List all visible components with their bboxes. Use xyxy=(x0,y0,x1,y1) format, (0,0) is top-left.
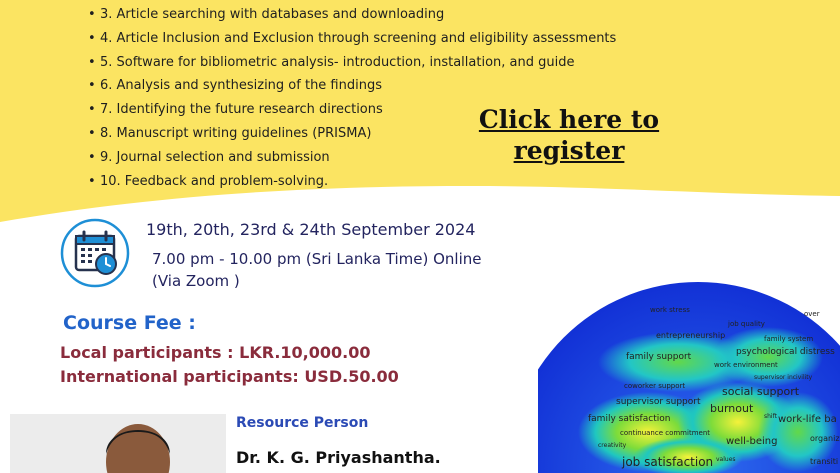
term-creativity: creativity xyxy=(598,442,627,449)
term-burnout: burnout xyxy=(710,402,754,415)
term-supervisor-incivility: supervisor incivility xyxy=(754,374,813,381)
term-family-support: family support xyxy=(626,352,692,362)
list-item: • 3. Article searching with databases and downloading xyxy=(88,4,616,28)
resource-person-label: Resource Person xyxy=(236,415,369,431)
list-item: • 10. Feedback and problem-solving. xyxy=(88,171,616,195)
course-dates: 19th, 20th, 23rd & 24th September 2024 xyxy=(146,220,476,239)
course-time-text: 7.00 pm - 10.00 pm (Sri Lanka Time) Online xyxy=(152,250,482,268)
term-work-stress: work stress xyxy=(650,306,690,314)
fee-international: International participants: USD.50.00 xyxy=(60,367,399,386)
register-link[interactable] xyxy=(472,104,666,166)
resource-person-photo xyxy=(10,414,226,473)
term-entrepreneurship: entrepreneurship xyxy=(656,331,726,340)
term-family-satisfaction: family satisfaction xyxy=(588,414,671,424)
list-item: • 6. Analysis and synthesizing of the findings xyxy=(88,75,616,99)
term-job-satisfaction: job satisfaction xyxy=(622,455,714,469)
resource-person-name: Dr. K. G. Priyashantha. xyxy=(236,448,441,467)
keyword-density-map xyxy=(538,282,840,473)
term-family-system: family system xyxy=(764,335,814,343)
register-link-line1[interactable]: Click here to xyxy=(478,105,660,134)
list-item: • 8. Manuscript writing guidelines (PRISMA) xyxy=(88,123,616,147)
term-social-support: social support xyxy=(722,385,800,398)
register-link-line2[interactable]: register xyxy=(513,136,625,165)
term-transit: transiti xyxy=(810,457,839,466)
list-item: • 7. Identifying the future research directions xyxy=(88,99,616,123)
term-well-being: well-being xyxy=(726,436,778,447)
term-psychological-distress: psychological distress xyxy=(736,347,835,357)
fee-local: Local participants : LKR.10,000.00 xyxy=(60,343,371,362)
list-item: • 9. Journal selection and submission xyxy=(88,147,616,171)
term-supervisor-support: supervisor support xyxy=(616,397,701,407)
term-work-environment: work environment xyxy=(714,361,778,369)
course-platform: (Via Zoom ) xyxy=(152,272,240,290)
term-continuance-commitment: continuance commitment xyxy=(620,429,711,437)
calendar-icon xyxy=(60,218,130,288)
term-work-life-balance: work-life ba xyxy=(778,414,837,425)
list-item: • 4. Article Inclusion and Exclusion through screening and eligibility assessments xyxy=(88,28,616,52)
course-time xyxy=(152,248,482,292)
term-shift: shift xyxy=(764,413,777,420)
course-fee-title: Course Fee : xyxy=(63,312,196,334)
term-organiz: organiz xyxy=(810,434,840,443)
term-values: values xyxy=(716,456,736,463)
term-coworker-support: coworker support xyxy=(624,382,686,390)
term-job-quality: job quality xyxy=(728,320,765,328)
list-item: • 5. Software for bibliometric analysis- introduction, installation, and guide xyxy=(88,52,616,76)
term-over: over xyxy=(804,310,820,318)
